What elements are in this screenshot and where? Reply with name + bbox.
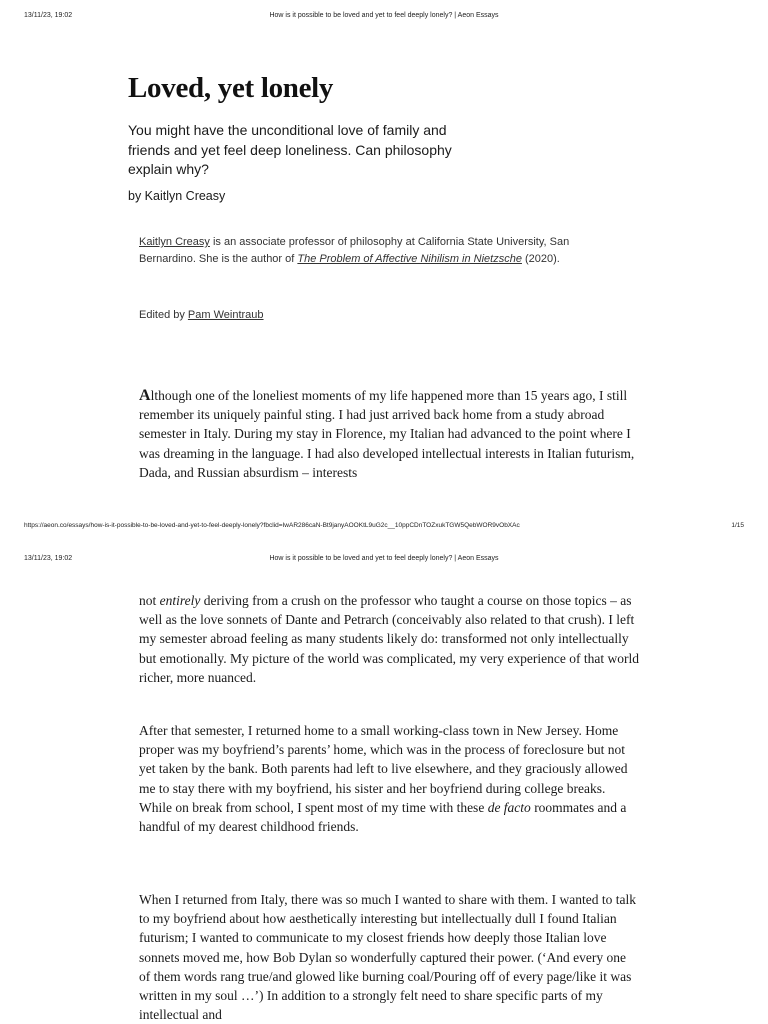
page1-header bbox=[0, 12, 768, 26]
author-bio bbox=[139, 234, 589, 268]
page2-header bbox=[0, 555, 768, 569]
page1-footer bbox=[0, 522, 768, 536]
print-url: https://aeon.co/essays/how-is-it-possible-to-be-loved-and-yet-to-feel-deeply-lonely?fbclid=IwAR286caN-Bt9janyAOOKtL9uG2c__10ppCDnTOZxukTGW5QebWOR9vObXAc bbox=[24, 522, 520, 529]
article-title: Loved, yet lonely bbox=[128, 72, 334, 104]
edited-by-label: Edited by bbox=[139, 309, 188, 321]
book-link[interactable]: The Problem of Affective Nihilism in Nietzsche bbox=[297, 253, 522, 265]
print-date: 13/11/23, 19:02 bbox=[24, 555, 73, 562]
byline: by Kaitlyn Creasy bbox=[128, 189, 226, 203]
bio-text: is an associate professor of philosophy at California State University, San Bernardino. She is the author of bbox=[139, 236, 570, 265]
bio-text-end: (2020). bbox=[521, 253, 560, 265]
article-standfirst: You might have the unconditional love of family and friends and yet feel deep loneliness. Can philosophy explain why? bbox=[128, 122, 452, 177]
body-paragraph-1: Although one of the loneliest moments of my life happened more than 15 years ago, I still remember its uniquely painful sting. I had just arrived back home from a study abroad semester in Italy. During my stay in Florence, my Italian had advanced to the point where I was dreaming in the language. I had also developed intellectual interests in Italian futurism, Dada, and Russian absurdism – interests bbox=[139, 387, 635, 480]
drop-cap: A bbox=[139, 387, 151, 404]
edited-by bbox=[139, 309, 264, 321]
page-number: 1/15 bbox=[731, 522, 744, 529]
print-page-title: How is it possible to be loved and yet to feel deeply lonely? | Aeon Essays bbox=[269, 555, 499, 562]
print-date: 13/11/23, 19:02 bbox=[24, 12, 73, 19]
print-page-title: How is it possible to be loved and yet to feel deeply lonely? | Aeon Essays bbox=[269, 12, 499, 19]
body-paragraph-1-continued: not entirely deriving from a crush on the professor who taught a course on those topics – as well as the love sonnets of Dante and Petrarch (conceivably also related to that crush). I left my semester abroad feeling as many students likely do: transformed not only intellectually but emotionally. My picture of the world was complicated, my very experience of that world richer, more nuanced. bbox=[139, 593, 639, 685]
body-paragraph-2: After that semester, I returned home to a small working-class town in New Jersey. Home proper was my boyfriend’s parents’ home, which was in the process of foreclosure but not yet taken by the bank. Both parents had left to live elsewhere, and they graciously allowed me to stay there with my boyfriend, his sister and her boyfriend during college breaks. While on break from school, I spent most of my time with these de facto roommates and a handful of my dearest childhood friends. bbox=[139, 723, 628, 835]
author-link[interactable]: Kaitlyn Creasy bbox=[139, 236, 210, 248]
editor-link[interactable]: Pam Weintraub bbox=[187, 309, 264, 321]
body-paragraph-3: When I returned from Italy, there was so much I wanted to share with them. I wanted to talk to my boyfriend about how aesthetically interesting but intellectually dull I found Italian futurism; I wanted to communicate to my closest friends how deeply those Italian love sonnets moved me, how Bob Dylan so wonderfully captured their power. (‘And every one of them words rang true/and glowed like burning coal/Pouring off of every page/like it was written in my soul …’) In addition to a strongly felt need to share specific parts of my intellectual and bbox=[139, 892, 636, 1023]
